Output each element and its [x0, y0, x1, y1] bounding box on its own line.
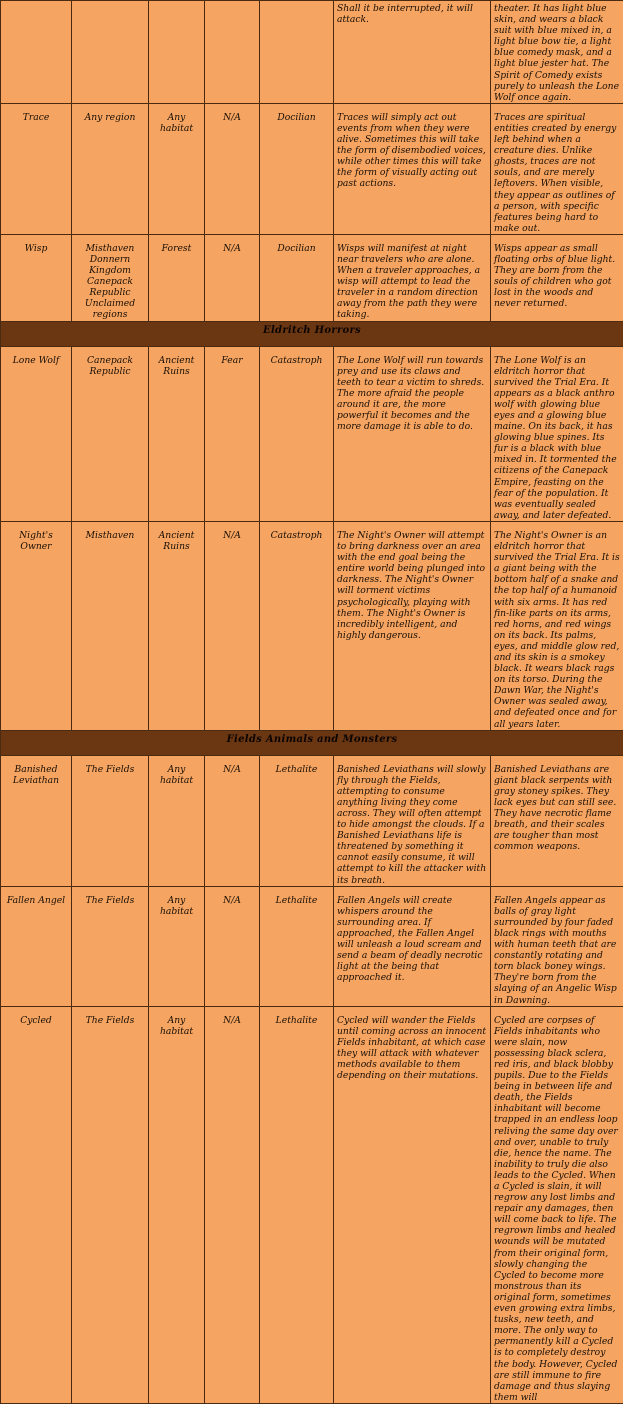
creature-description: Fallen Angels appear as balls of gray light surrounded by four faded black rings with mouths with human teeth that are constantly rotating and torn black boney wings. They're born from the slaying of an Angelic Wisp in Dawning.: [491, 886, 623, 1006]
creature-name: Banished Leviathan: [1, 755, 72, 886]
creature-description: Cycled are corpses of Fields inhabitants who were slain, now possessing black sclera, red iris, and black blobby pupils. Due to the Fields being in between life and death, the Fields inhabitant will become trapped in an endless loop reliving the same day over and over, unable to truly die, hence the name. The inability to truly die also leads to the Cycled. When a Cycled is slain, it will regrow any lost limbs and repair any damages, then will come back to life. The regrown limbs and healed wounds will be mutated from their original form, slowly changing the Cycled to become more monstrous than its original form, sometimes even growing extra limbs, tusks, new teeth, and more. The only way to permanently kill a Cycled is to completely destroy the body. However, Cycled are still immune to fire damage and thus slaying them will: [491, 1006, 623, 1403]
creature-temperament: Catastroph: [260, 346, 334, 521]
creature-description: Traces are spiritual entities created by energy left behind when a creature dies. Unlike ghosts, traces are not souls, and are merely leftovers. When visible, they appear as outlines of a person, with specific features being hard to make out.: [491, 103, 623, 234]
table-row: [1, 103, 623, 234]
creature-description: The Night's Owner is an eldritch horror that survived the Trial Era. It is a giant being with the bottom half of a snake and the top half of a humanoid with six arms. It has red fin-like parts on its arms, red horns, and red wings on its back. Its palms, eyes, and middle glow red, and its skin is a smokey black. It wears black rags on its torso. During the Dawn War, the Night's Owner was sealed away, and defeated once and for all years later.: [491, 521, 623, 730]
creature-name: Night's Owner: [1, 521, 72, 730]
creature-weakness: [205, 1, 260, 104]
habitat-line: Ancient: [152, 355, 201, 366]
creature-name: Fallen Angel: [1, 886, 72, 1006]
creature-name: Lone Wolf: [1, 346, 72, 521]
creature-weakness: N/A: [205, 103, 260, 234]
creature-habitat: [149, 1, 205, 104]
creature-region: Any region: [72, 103, 149, 234]
creature-name: Wisp: [1, 234, 72, 321]
creature-habitat: Any habitat: [149, 886, 205, 1006]
section-title: Eldritch Horrors: [1, 321, 623, 346]
creature-description: theater. It has light blue skin, and wears a black suit with blue mixed in, a light blue bow tie, a light blue comedy mask, and a light blue jester hat. The Spirit of Comedy exists purely to unleash the Lone Wolf once again.: [491, 1, 623, 104]
creature-behavior: Shall it be interrupted, it will attack.: [334, 1, 491, 104]
habitat-line: Ruins: [152, 541, 201, 552]
creature-behavior: Traces will simply act out events from when they were alive. Sometimes this will take the form of disembodied voices, while other times this will take the form of visually acting out past actions.: [334, 103, 491, 234]
creature-habitat: [149, 346, 205, 521]
creature-weakness: Fear: [205, 346, 260, 521]
creature-behavior: The Night's Owner will attempt to bring darkness over an area with the end goal being the entire world being plunged into darkness. The Night's Owner will torment victims psychologically, playing with them. The Night's Owner is incredibly intelligent, and highly dangerous.: [334, 521, 491, 730]
creature-temperament: Docilian: [260, 234, 334, 321]
creature-name: Trace: [1, 103, 72, 234]
creature-habitat: Any habitat: [149, 103, 205, 234]
habitat-line: Ruins: [152, 366, 201, 377]
creature-temperament: Lethalite: [260, 755, 334, 886]
creature-temperament: Docilian: [260, 103, 334, 234]
creature-description: Banished Leviathans are giant black serpents with gray stoney spikes. They lack eyes but can still see. They have necrotic flame breath, and their scales are tougher than most common weapons.: [491, 755, 623, 886]
table-row: [1, 346, 623, 521]
habitat-line: Ancient: [152, 530, 201, 541]
region-line: Unclaimed regions: [75, 298, 145, 320]
creature-region: [72, 234, 149, 321]
table-row: [1, 1006, 623, 1403]
creature-name: [1, 1, 72, 104]
table-row: [1, 886, 623, 1006]
creature-temperament: [260, 1, 334, 104]
creature-habitat: Any habitat: [149, 1006, 205, 1403]
table-row: [1, 521, 623, 730]
creature-weakness: N/A: [205, 521, 260, 730]
creature-region: Canepack Republic: [72, 346, 149, 521]
section-header-row: [1, 730, 623, 755]
creature-behavior: Cycled will wander the Fields until coming across an innocent Fields inhabitant, at which case they will attack with whatever methods available to them depending on their mutations.: [334, 1006, 491, 1403]
table-row: [1, 755, 623, 886]
creature-name: Cycled: [1, 1006, 72, 1403]
creature-temperament: Lethalite: [260, 886, 334, 1006]
creature-description: Wisps appear as small floating orbs of blue light. They are born from the souls of children who got lost in the woods and never returned.: [491, 234, 623, 321]
creature-weakness: N/A: [205, 1006, 260, 1403]
creature-region: The Fields: [72, 755, 149, 886]
creature-habitat: Any habitat: [149, 755, 205, 886]
creature-weakness: N/A: [205, 755, 260, 886]
creature-habitat: [149, 521, 205, 730]
table-row: [1, 1, 623, 104]
creature-region: [72, 1, 149, 104]
creature-temperament: Catastroph: [260, 521, 334, 730]
creature-region: Misthaven: [72, 521, 149, 730]
creature-weakness: N/A: [205, 234, 260, 321]
creature-temperament: Lethalite: [260, 1006, 334, 1403]
creature-weakness: N/A: [205, 886, 260, 1006]
region-line: Donnern Kingdom: [75, 254, 145, 276]
creature-behavior: Fallen Angels will create whispers around the surrounding area. If approached, the Fallen Angel will unleash a loud scream and send a beam of deadly necrotic light at the being that approached it.: [334, 886, 491, 1006]
creature-region: The Fields: [72, 1006, 149, 1403]
section-title: Fields Animals and Monsters: [1, 730, 623, 755]
section-header-row: [1, 321, 623, 346]
creature-description: The Lone Wolf is an eldritch horror that survived the Trial Era. It appears as a black anthro wolf with glowing blue eyes and a glowing blue maine. On its back, it has glowing blue spines. Its fur is a black with blue mixed in. It tormented the citizens of the Canepack Empire, feasting on the fear of the population. It was eventually sealed away, and later defeated.: [491, 346, 623, 521]
region-line: Misthaven: [75, 243, 145, 254]
creature-behavior: Wisps will manifest at night near travelers who are alone. When a traveler approaches, a wisp will attempt to lead the traveler in a random direction away from the path they were taking.: [334, 234, 491, 321]
table-row: [1, 234, 623, 321]
creature-habitat: Forest: [149, 234, 205, 321]
creature-behavior: The Lone Wolf will run towards prey and use its claws and teeth to tear a victim to shreds. The more afraid the people around it are, the more powerful it becomes and the more damage it is able to do.: [334, 346, 491, 521]
region-line: Canepack Republic: [75, 276, 145, 298]
creature-behavior: Banished Leviathans will slowly fly through the Fields, attempting to consume anything living they come across. They will often attempt to hide amongst the clouds. If a Banished Leviathans life is threatened by something it cannot easily consume, it will attempt to kill the attacker with its breath.: [334, 755, 491, 886]
creature-region: The Fields: [72, 886, 149, 1006]
